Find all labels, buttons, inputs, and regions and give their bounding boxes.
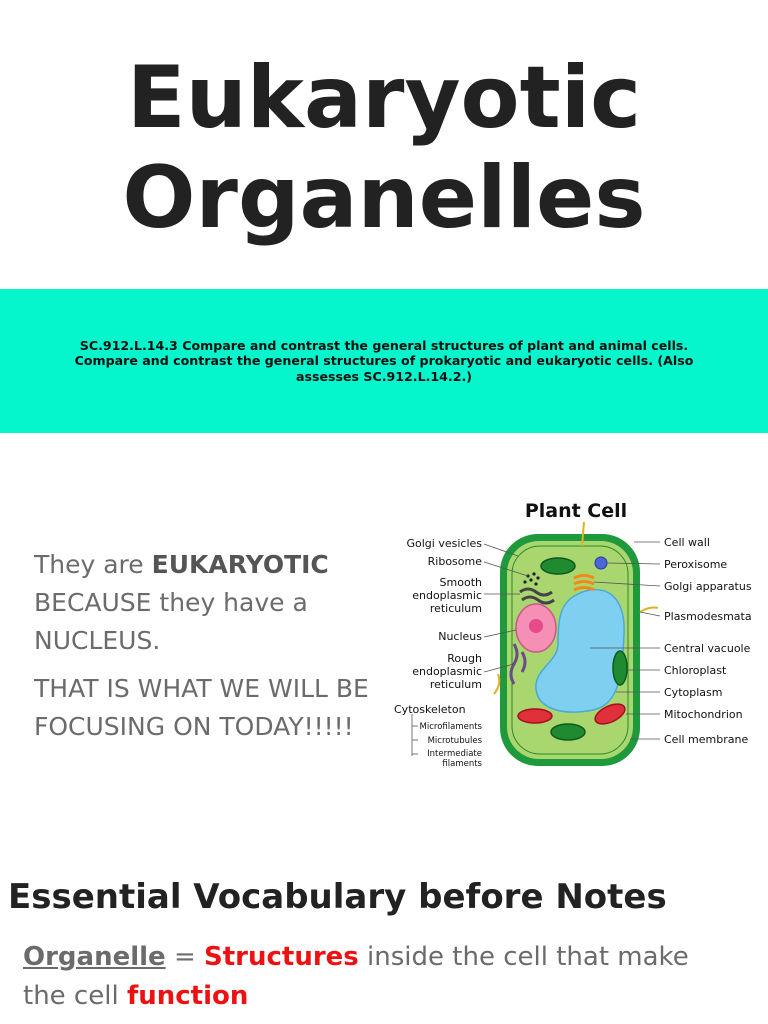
label-plasmodesmata: Plasmodesmata <box>664 610 752 623</box>
label-rough-er-2: endoplasmic <box>412 665 482 678</box>
label-intermediate: Intermediate <box>427 749 482 759</box>
organelle-definition <box>23 938 723 1016</box>
title-line-2: Organelles <box>122 148 646 248</box>
label-smooth-er-3: reticulum <box>429 602 482 615</box>
diagram-title: Plant Cell <box>524 500 628 522</box>
mitochondrion-shape <box>518 709 552 723</box>
focus-statement: THAT IS WHAT WE WILL BE FOCUSING ON TODAY!!!!! <box>34 674 369 741</box>
label-microfilaments: Microfilaments <box>419 722 482 732</box>
peroxisome-shape <box>595 557 607 569</box>
nucleolus-shape <box>529 619 543 633</box>
plant-cell-svg <box>388 494 760 776</box>
label-cytoplasm: Cytoplasm <box>664 686 723 699</box>
label-ribosome: Ribosome <box>427 555 482 568</box>
chloroplast-shape <box>541 558 575 574</box>
label-rough-er-3: reticulum <box>429 678 482 691</box>
label-peroxisome: Peroxisome <box>664 558 728 571</box>
eukaryotic-explanation <box>34 546 384 756</box>
vocab-heading: Essential Vocabulary before Notes <box>8 877 667 917</box>
label-mitochondrion: Mitochondrion <box>664 708 743 721</box>
eukaryotic-suffix: BECAUSE they have a NUCLEUS. <box>34 588 308 655</box>
eukaryotic-prefix: They are <box>34 550 152 579</box>
label-filaments: filaments <box>442 759 482 769</box>
label-nucleus: Nucleus <box>438 630 482 643</box>
definition-middle: inside the cell that make the cell <box>23 942 689 1011</box>
function-keyword: function <box>126 981 249 1011</box>
plant-cell-diagram <box>388 494 760 776</box>
eukaryotic-keyword: EUKARYOTIC <box>151 550 329 579</box>
equals-sign: = <box>165 942 205 972</box>
label-rough-er-1: Rough <box>447 652 482 665</box>
standard-text: SC.912.L.14.3 Compare and contrast the general structures of plant and animal cells. Compare and contrast the general structures of prokaryotic and eukaryotic cells. (Also assesses SC.912.L.14.2.) <box>74 337 694 384</box>
label-cell-wall: Cell wall <box>664 536 710 549</box>
label-smooth-er-1: Smooth <box>439 576 482 589</box>
label-chloroplast: Chloroplast <box>664 664 727 677</box>
slide-title <box>0 48 768 248</box>
label-cytoskeleton: Cytoskeleton <box>394 703 466 716</box>
label-smooth-er-2: endoplasmic <box>412 589 482 602</box>
label-golgi-vesicles: Golgi vesicles <box>406 537 482 550</box>
standard-banner <box>0 289 768 433</box>
title-line-1: Eukaryotic <box>126 48 642 148</box>
label-microtubules: Microtubules <box>427 736 482 746</box>
structures-keyword: Structures <box>204 942 359 972</box>
label-central-vacuole: Central vacuole <box>664 642 751 655</box>
label-cell-membrane: Cell membrane <box>664 733 749 746</box>
organelle-term: Organelle <box>23 942 166 972</box>
eukaryotic-statement <box>34 546 384 660</box>
label-golgi-apparatus: Golgi apparatus <box>664 580 752 593</box>
